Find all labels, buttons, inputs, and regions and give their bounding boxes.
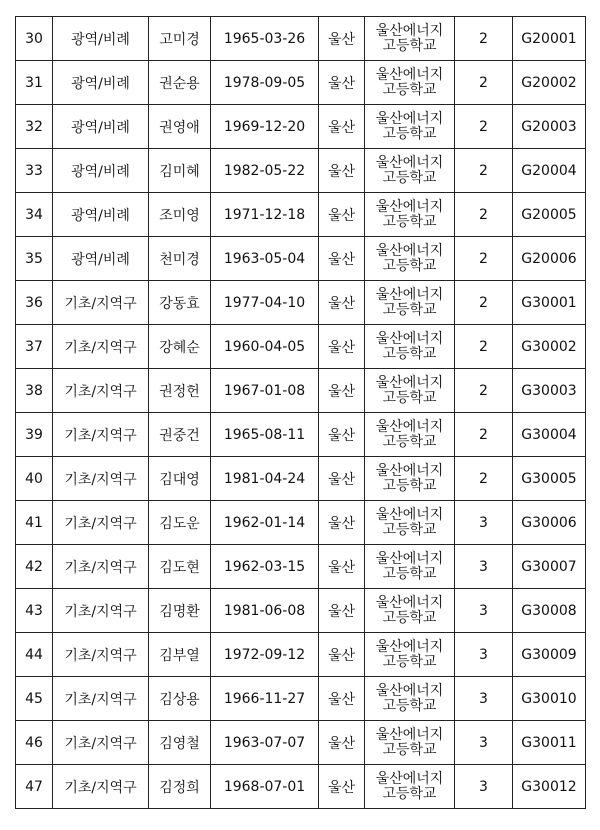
person-name-cell: 김명환 <box>149 589 211 633</box>
row-number-cell: 42 <box>16 545 53 589</box>
school-name-line: 울산에너지 <box>375 770 444 787</box>
table-row <box>16 545 586 589</box>
row-number-cell: 47 <box>16 765 53 809</box>
school-name-cell <box>365 193 455 237</box>
region-cell: 울산 <box>319 281 365 325</box>
region-cell: 울산 <box>319 105 365 149</box>
grade-cell: 2 <box>455 105 513 149</box>
school-name-line: 고등학교 <box>382 697 437 714</box>
region-cell: 울산 <box>319 765 365 809</box>
school-name-cell <box>365 677 455 721</box>
row-number-cell: 33 <box>16 149 53 193</box>
grade-cell: 3 <box>455 589 513 633</box>
person-name-cell: 김정희 <box>149 765 211 809</box>
region-cell: 울산 <box>319 17 365 61</box>
region-cell: 울산 <box>319 413 365 457</box>
school-name-line: 울산에너지 <box>375 418 444 435</box>
election-type-cell: 기초/지역구 <box>53 325 149 369</box>
person-name-cell: 권정헌 <box>149 369 211 413</box>
row-number-cell: 38 <box>16 369 53 413</box>
row-number-cell: 40 <box>16 457 53 501</box>
school-name-cell <box>365 501 455 545</box>
school-name-cell <box>365 457 455 501</box>
row-number-cell: 30 <box>16 17 53 61</box>
person-name-cell: 김상용 <box>149 677 211 721</box>
id-code-cell: G20006 <box>513 237 586 281</box>
birth-date-cell: 1962-01-14 <box>211 501 319 545</box>
election-type-cell: 기초/지역구 <box>53 589 149 633</box>
school-name-line: 고등학교 <box>382 125 437 142</box>
election-type-cell: 기초/지역구 <box>53 545 149 589</box>
school-name-line: 울산에너지 <box>375 638 444 655</box>
birth-date-cell: 1981-04-24 <box>211 457 319 501</box>
row-number-cell: 36 <box>16 281 53 325</box>
person-name-cell: 권영애 <box>149 105 211 149</box>
school-name-line: 울산에너지 <box>375 374 444 391</box>
election-type-cell: 광역/비례 <box>53 193 149 237</box>
id-code-cell: G20001 <box>513 17 586 61</box>
table-row <box>16 765 586 809</box>
table-row <box>16 589 586 633</box>
birth-date-cell: 1965-08-11 <box>211 413 319 457</box>
election-type-cell: 기초/지역구 <box>53 369 149 413</box>
birth-date-cell: 1978-09-05 <box>211 61 319 105</box>
id-code-cell: G30007 <box>513 545 586 589</box>
grade-cell: 2 <box>455 325 513 369</box>
school-name-line: 고등학교 <box>382 389 437 406</box>
school-name-cell <box>365 721 455 765</box>
row-number-cell: 43 <box>16 589 53 633</box>
school-name-cell <box>365 105 455 149</box>
election-type-cell: 기초/지역구 <box>53 633 149 677</box>
birth-date-cell: 1982-05-22 <box>211 149 319 193</box>
row-number-cell: 37 <box>16 325 53 369</box>
id-code-cell: G30010 <box>513 677 586 721</box>
row-number-cell: 46 <box>16 721 53 765</box>
birth-date-cell: 1963-05-04 <box>211 237 319 281</box>
person-name-cell: 김대영 <box>149 457 211 501</box>
id-code-cell: G20002 <box>513 61 586 105</box>
grade-cell: 3 <box>455 633 513 677</box>
region-cell: 울산 <box>319 633 365 677</box>
table-row <box>16 17 586 61</box>
birth-date-cell: 1969-12-20 <box>211 105 319 149</box>
school-name-line: 고등학교 <box>382 433 437 450</box>
id-code-cell: G30005 <box>513 457 586 501</box>
person-name-cell: 김도운 <box>149 501 211 545</box>
region-cell: 울산 <box>319 677 365 721</box>
person-name-cell: 강동효 <box>149 281 211 325</box>
id-code-cell: G30008 <box>513 589 586 633</box>
row-number-cell: 39 <box>16 413 53 457</box>
region-cell: 울산 <box>319 501 365 545</box>
school-name-line: 고등학교 <box>382 301 437 318</box>
region-cell: 울산 <box>319 369 365 413</box>
school-name-line: 고등학교 <box>382 565 437 582</box>
region-cell: 울산 <box>319 61 365 105</box>
table-row <box>16 61 586 105</box>
region-cell: 울산 <box>319 237 365 281</box>
school-name-line: 울산에너지 <box>375 154 444 171</box>
grade-cell: 3 <box>455 765 513 809</box>
school-name-line: 울산에너지 <box>375 110 444 127</box>
school-name-cell <box>365 61 455 105</box>
election-type-cell: 기초/지역구 <box>53 501 149 545</box>
grade-cell: 2 <box>455 457 513 501</box>
table-row <box>16 413 586 457</box>
person-name-cell: 조미영 <box>149 193 211 237</box>
grade-cell: 2 <box>455 61 513 105</box>
school-name-line: 울산에너지 <box>375 286 444 303</box>
school-name-cell <box>365 281 455 325</box>
id-code-cell: G20004 <box>513 149 586 193</box>
birth-date-cell: 1966-11-27 <box>211 677 319 721</box>
school-name-cell <box>365 369 455 413</box>
school-name-line: 고등학교 <box>382 741 437 758</box>
table-body <box>16 17 586 809</box>
person-name-cell: 권순용 <box>149 61 211 105</box>
table-row <box>16 193 586 237</box>
grade-cell: 3 <box>455 677 513 721</box>
grade-cell: 3 <box>455 721 513 765</box>
row-number-cell: 31 <box>16 61 53 105</box>
table-row <box>16 369 586 413</box>
roster-table <box>15 16 586 809</box>
school-name-line: 고등학교 <box>382 257 437 274</box>
birth-date-cell: 1960-04-05 <box>211 325 319 369</box>
school-name-line: 울산에너지 <box>375 726 444 743</box>
row-number-cell: 41 <box>16 501 53 545</box>
grade-cell: 2 <box>455 369 513 413</box>
school-name-cell <box>365 149 455 193</box>
school-name-line: 울산에너지 <box>375 242 444 259</box>
birth-date-cell: 1981-06-08 <box>211 589 319 633</box>
school-name-cell <box>365 765 455 809</box>
table-row <box>16 237 586 281</box>
grade-cell: 2 <box>455 149 513 193</box>
election-type-cell: 기초/지역구 <box>53 413 149 457</box>
school-name-line: 고등학교 <box>382 345 437 362</box>
school-name-line: 고등학교 <box>382 609 437 626</box>
grade-cell: 2 <box>455 17 513 61</box>
table-row <box>16 633 586 677</box>
birth-date-cell: 1977-04-10 <box>211 281 319 325</box>
table-row <box>16 457 586 501</box>
school-name-line: 울산에너지 <box>375 594 444 611</box>
school-name-line: 울산에너지 <box>375 66 444 83</box>
school-name-cell <box>365 17 455 61</box>
election-type-cell: 기초/지역구 <box>53 457 149 501</box>
id-code-cell: G30003 <box>513 369 586 413</box>
election-type-cell: 광역/비례 <box>53 17 149 61</box>
election-type-cell: 기초/지역구 <box>53 281 149 325</box>
election-type-cell: 광역/비례 <box>53 149 149 193</box>
birth-date-cell: 1967-01-08 <box>211 369 319 413</box>
id-code-cell: G30001 <box>513 281 586 325</box>
table-row <box>16 501 586 545</box>
table-row <box>16 105 586 149</box>
election-type-cell: 기초/지역구 <box>53 677 149 721</box>
grade-cell: 2 <box>455 193 513 237</box>
id-code-cell: G30011 <box>513 721 586 765</box>
person-name-cell: 김도현 <box>149 545 211 589</box>
grade-cell: 3 <box>455 501 513 545</box>
school-name-line: 울산에너지 <box>375 330 444 347</box>
election-type-cell: 기초/지역구 <box>53 721 149 765</box>
id-code-cell: G30006 <box>513 501 586 545</box>
election-type-cell: 광역/비례 <box>53 105 149 149</box>
table-row <box>16 281 586 325</box>
school-name-line: 고등학교 <box>382 37 437 54</box>
birth-date-cell: 1971-12-18 <box>211 193 319 237</box>
school-name-line: 울산에너지 <box>375 550 444 567</box>
election-type-cell: 광역/비례 <box>53 61 149 105</box>
school-name-line: 울산에너지 <box>375 22 444 39</box>
birth-date-cell: 1972-09-12 <box>211 633 319 677</box>
birth-date-cell: 1962-03-15 <box>211 545 319 589</box>
grade-cell: 2 <box>455 237 513 281</box>
person-name-cell: 김영철 <box>149 721 211 765</box>
election-type-cell: 기초/지역구 <box>53 765 149 809</box>
region-cell: 울산 <box>319 589 365 633</box>
person-name-cell: 강혜순 <box>149 325 211 369</box>
row-number-cell: 45 <box>16 677 53 721</box>
grade-cell: 2 <box>455 413 513 457</box>
school-name-line: 고등학교 <box>382 521 437 538</box>
region-cell: 울산 <box>319 193 365 237</box>
table-row <box>16 325 586 369</box>
person-name-cell: 권중건 <box>149 413 211 457</box>
table-row <box>16 677 586 721</box>
school-name-line: 고등학교 <box>382 169 437 186</box>
school-name-cell <box>365 545 455 589</box>
school-name-line: 고등학교 <box>382 477 437 494</box>
school-name-cell <box>365 237 455 281</box>
table-row <box>16 721 586 765</box>
id-code-cell: G30012 <box>513 765 586 809</box>
school-name-cell <box>365 633 455 677</box>
region-cell: 울산 <box>319 721 365 765</box>
school-name-line: 고등학교 <box>382 653 437 670</box>
id-code-cell: G30004 <box>513 413 586 457</box>
person-name-cell: 김부열 <box>149 633 211 677</box>
school-name-cell <box>365 413 455 457</box>
row-number-cell: 34 <box>16 193 53 237</box>
school-name-line: 울산에너지 <box>375 506 444 523</box>
row-number-cell: 35 <box>16 237 53 281</box>
school-name-cell <box>365 325 455 369</box>
row-number-cell: 44 <box>16 633 53 677</box>
birth-date-cell: 1968-07-01 <box>211 765 319 809</box>
election-type-cell: 광역/비례 <box>53 237 149 281</box>
row-number-cell: 32 <box>16 105 53 149</box>
region-cell: 울산 <box>319 325 365 369</box>
grade-cell: 2 <box>455 281 513 325</box>
school-name-cell <box>365 589 455 633</box>
grade-cell: 3 <box>455 545 513 589</box>
table-row <box>16 149 586 193</box>
school-name-line: 울산에너지 <box>375 682 444 699</box>
region-cell: 울산 <box>319 149 365 193</box>
id-code-cell: G20005 <box>513 193 586 237</box>
school-name-line: 고등학교 <box>382 213 437 230</box>
region-cell: 울산 <box>319 545 365 589</box>
id-code-cell: G20003 <box>513 105 586 149</box>
school-name-line: 고등학교 <box>382 785 437 802</box>
person-name-cell: 고미경 <box>149 17 211 61</box>
birth-date-cell: 1965-03-26 <box>211 17 319 61</box>
person-name-cell: 천미경 <box>149 237 211 281</box>
school-name-line: 고등학교 <box>382 81 437 98</box>
birth-date-cell: 1963-07-07 <box>211 721 319 765</box>
id-code-cell: G30002 <box>513 325 586 369</box>
person-name-cell: 김미혜 <box>149 149 211 193</box>
id-code-cell: G30009 <box>513 633 586 677</box>
school-name-line: 울산에너지 <box>375 198 444 215</box>
school-name-line: 울산에너지 <box>375 462 444 479</box>
region-cell: 울산 <box>319 457 365 501</box>
